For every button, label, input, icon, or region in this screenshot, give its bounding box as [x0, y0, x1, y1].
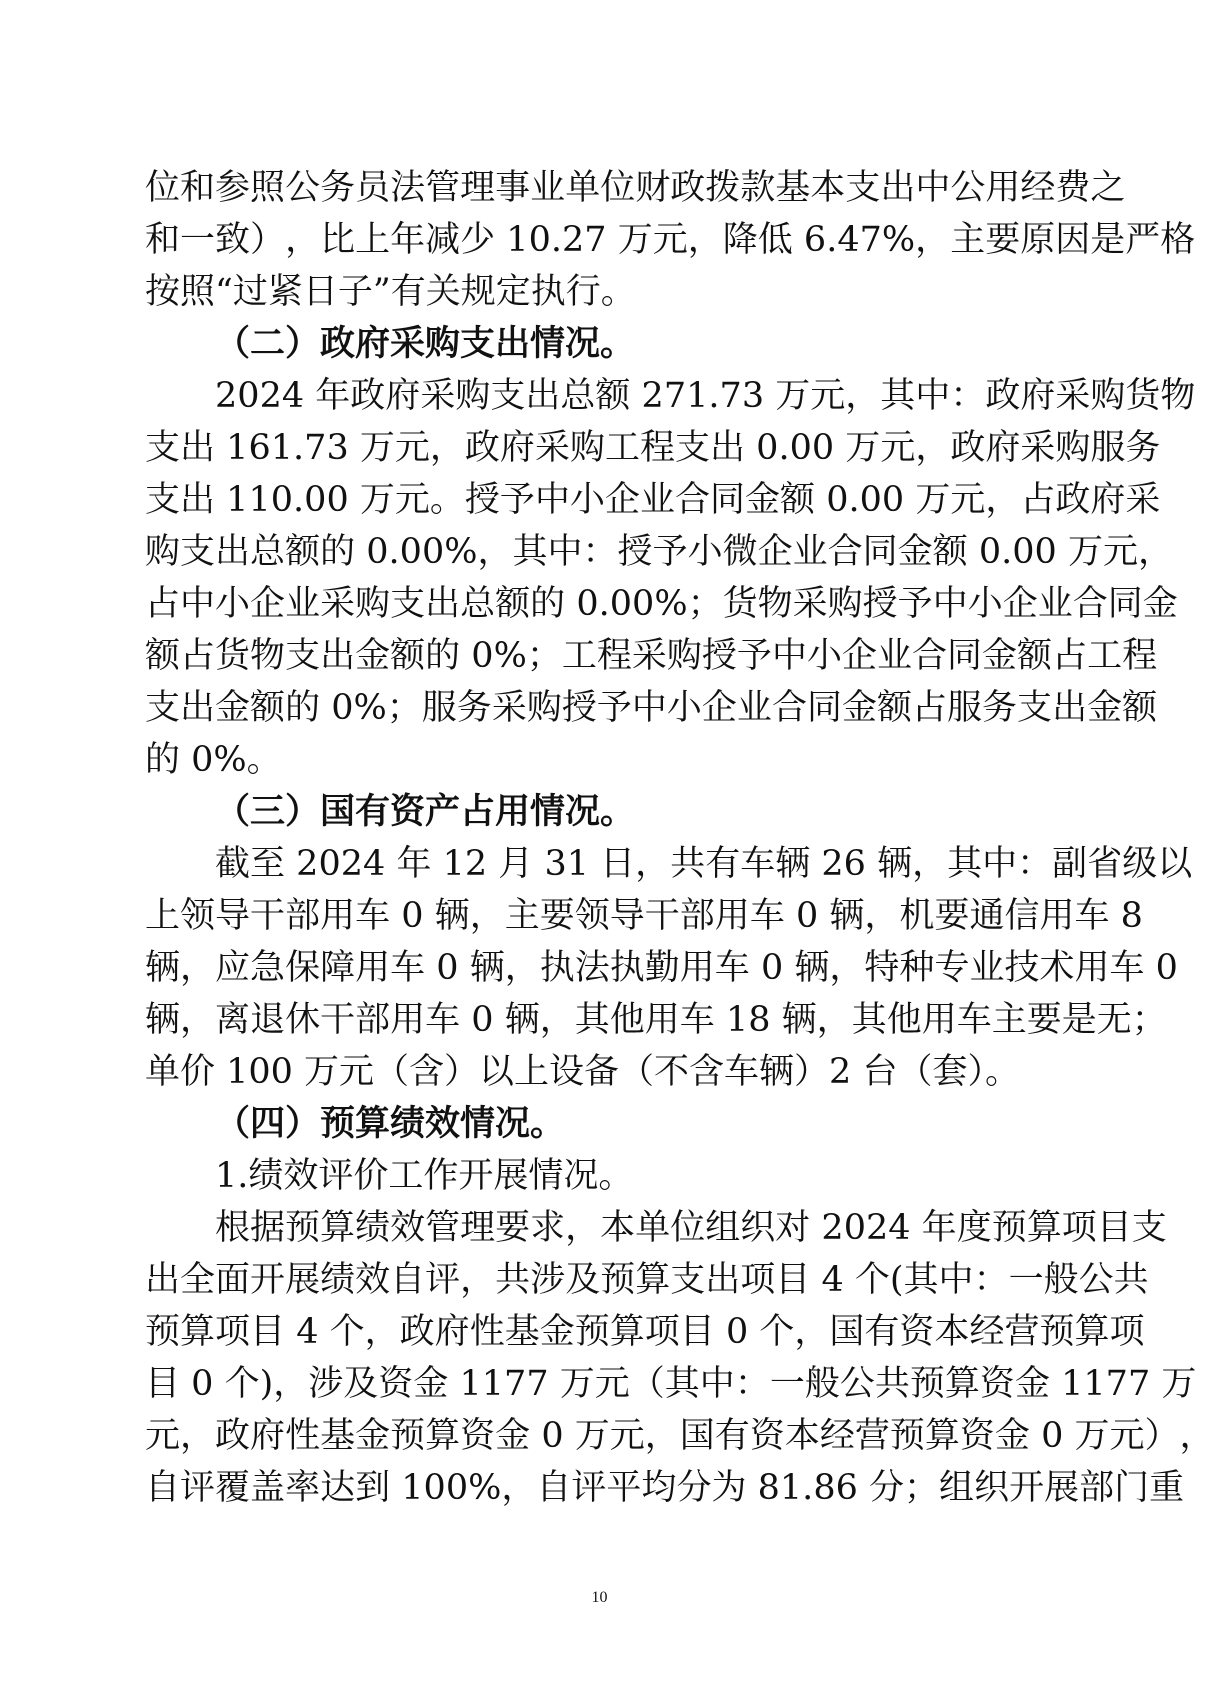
body-line: 单价 100 万元（含）以上设备（不含车辆）2 台（套）。: [145, 1052, 1020, 1092]
body-line: 上 领 导 干 部 用 车 0 辆 ， 主 要 领 导 干 部 用 车 0 辆 ， 机 要 通 信 用 车 8: [145, 896, 1143, 936]
body-line: 位 和 参 照 公 务 员 法 管 理 事 业 单 位 财 政 拨 款 基 本 支 出 中 公 用 经 费 之: [145, 168, 1126, 208]
section-heading-procurement: （二）政府采购支出情况。: [215, 324, 636, 364]
body-line: 支 出 1 6 1 . 7 3 万 元 ， 政 府 采 购 工 程 支 出 0 . 0 0 万 元 ， 政 府 采 购 服 务: [145, 428, 1161, 468]
body-line: 支 出 1 1 0 . 0 0 万 元 。 授 予 中 小 企 业 合 同 金 额 0 . 0 0 万 元 ， 占 政 府 采: [145, 480, 1161, 520]
body-line: 购 支 出 总 额 的 0 . 0 0 % ， 其 中 ： 授 予 小 微 企 业 合 同 金 额 0 . 0 0 万 元 ，: [145, 532, 1174, 572]
body-line: 2 0 2 4 年 政 府 采 购 支 出 总 额 2 7 1 . 7 3 万 元 ， 其 中 ： 政 府 采 购 货 物: [215, 376, 1196, 416]
body-line: 预 算 项 目 4 个 ， 政 府 性 基 金 预 算 项 目 0 个 ， 国 有 资 本 经 营 预 算 项: [145, 1312, 1145, 1352]
body-line: 辆 ， 离 退 休 干 部 用 车 0 辆 ， 其 他 用 车 1 8 辆 ， 其 他 用 车 主 要 是 无 ；: [145, 1000, 1167, 1040]
page-number: 10: [591, 1589, 608, 1606]
body-line: 和 一 致 ） ， 比 上 年 减 少 1 0 . 2 7 万 元 ， 降 低 6 . 4 7 % ， 主 要 原 因 是 严 格: [145, 220, 1196, 260]
body-line: 的 0%。: [145, 740, 282, 780]
body-line: 截 至 2 0 2 4 年 1 2 月 3 1 日 ， 共 有 车 辆 2 6 辆 ， 其 中 ： 副 省 级 以: [215, 844, 1193, 884]
body-line: 辆 ， 应 急 保 障 用 车 0 辆 ， 执 法 执 勤 用 车 0 辆 ， 特 种 专 业 技 术 用 车 0: [145, 948, 1178, 988]
body-line: 按照“过紧日子”有关规定执行。: [145, 272, 636, 312]
body-line: 出 全 面 开 展 绩 效 自 评 ， 共 涉 及 预 算 支 出 项 目 4 个 ( 其 中 ： 一 般 公 共: [145, 1260, 1149, 1300]
body-line: 根 据 预 算 绩 效 管 理 要 求 ， 本 单 位 组 织 对 2 0 2 4 年 度 预 算 项 目 支: [215, 1208, 1167, 1248]
body-line: 自 评 覆 盖 率 达 到 1 0 0 % ， 自 评 平 均 分 为 8 1 . 8 6 分 ； 组 织 开 展 部 门 重: [145, 1468, 1185, 1508]
body-line: 支 出 金 额 的 0 % ； 服 务 采 购 授 予 中 小 企 业 合 同 金 额 占 服 务 支 出 金 额: [145, 688, 1158, 728]
subsection-heading: 1.绩效评价工作开展情况。: [215, 1156, 634, 1196]
section-heading-performance: （四）预算绩效情况。: [215, 1104, 566, 1144]
section-heading-assets: （三）国有资产占用情况。: [215, 792, 636, 832]
body-line: 占 中 小 企 业 采 购 支 出 总 额 的 0 . 0 0 % ； 货 物 采 购 授 予 中 小 企 业 合 同 金: [145, 584, 1178, 624]
body-line: 额 占 货 物 支 出 金 额 的 0 % ； 工 程 采 购 授 予 中 小 企 业 合 同 金 额 占 工 程: [145, 636, 1158, 676]
body-line: 元 ， 政 府 性 基 金 预 算 资 金 0 万 元 ， 国 有 资 本 经 营 预 算 资 金 0 万 元 ） ，: [145, 1416, 1215, 1456]
body-line: 目 0 个 ) ， 涉 及 资 金 1 1 7 7 万 元 （ 其 中 ： 一 般 公 共 预 算 资 金 1 1 7 7 万: [145, 1364, 1197, 1404]
